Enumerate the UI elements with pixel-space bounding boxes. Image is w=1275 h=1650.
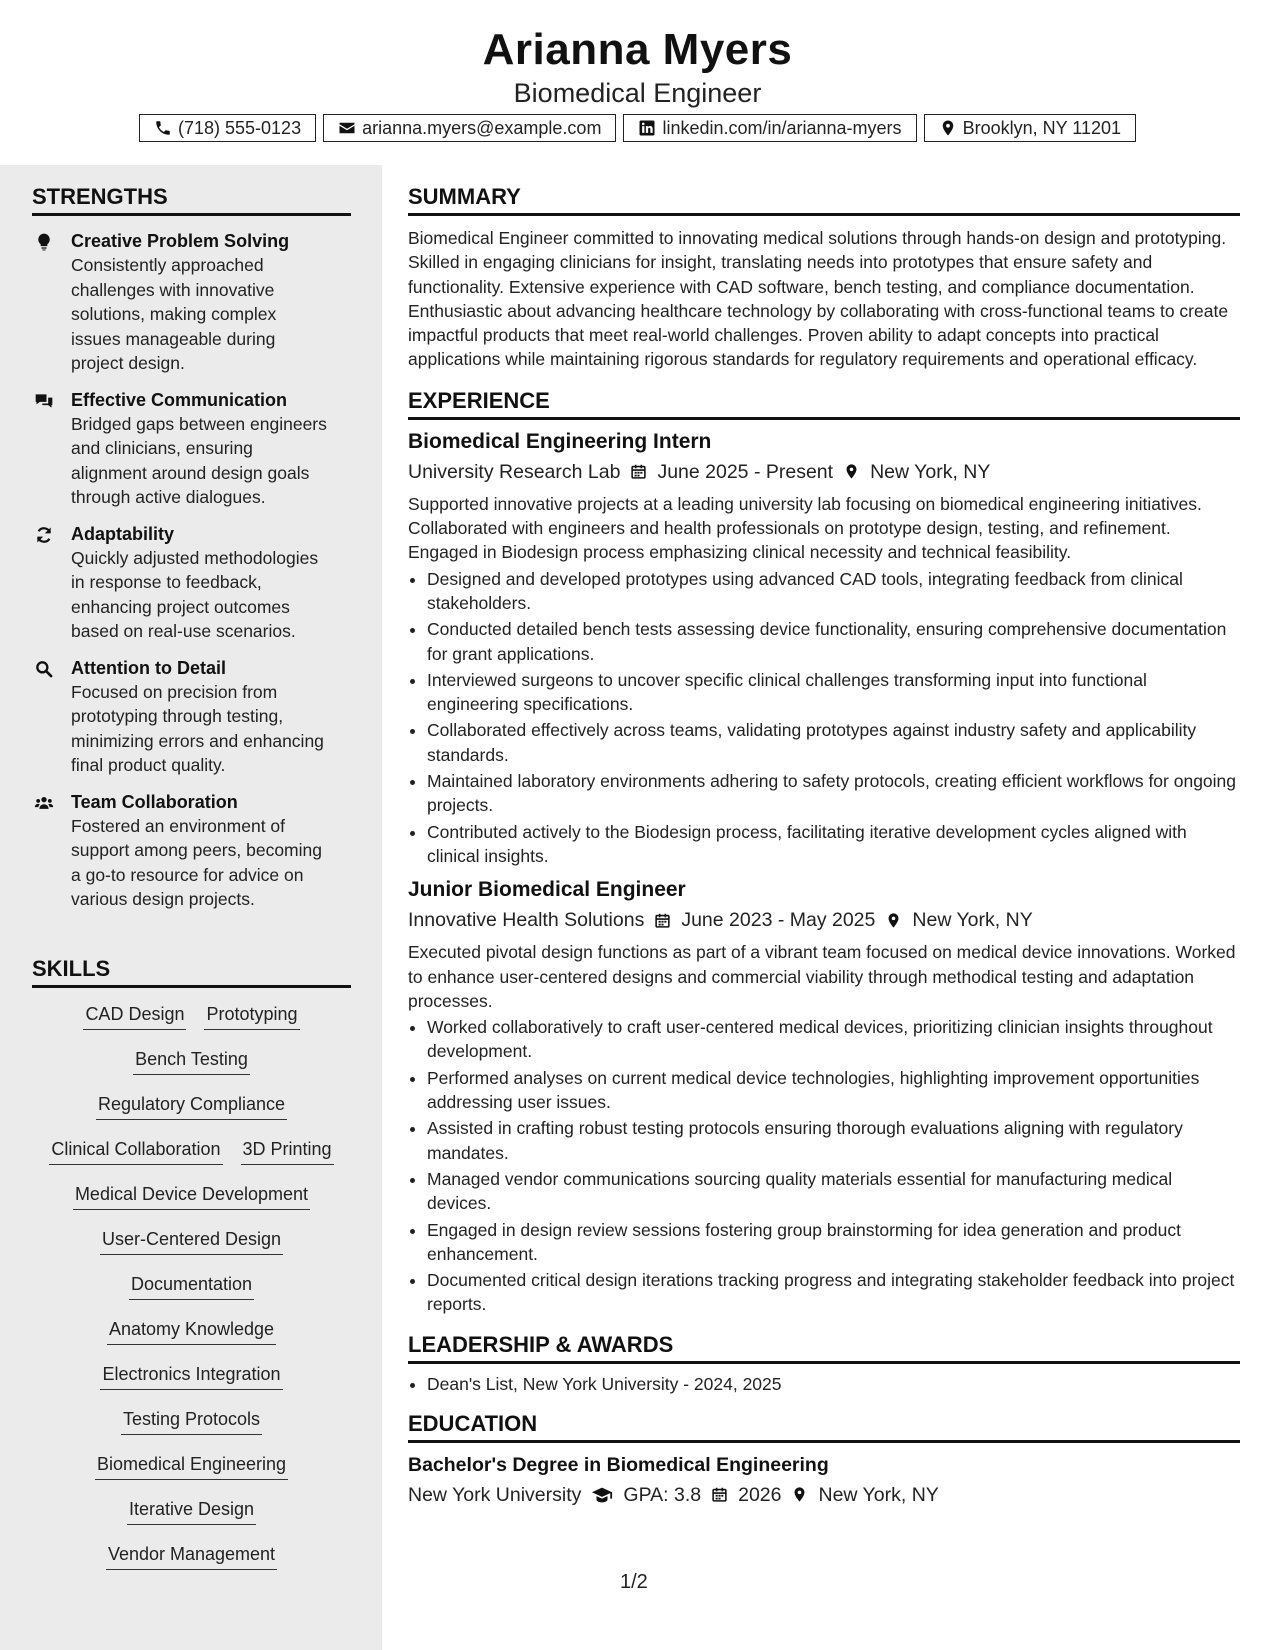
summary-section [408, 183, 1240, 372]
skill-tag: Bench Testing [133, 1047, 250, 1075]
skill-tag: Prototyping [204, 1002, 299, 1030]
list-item: • Assisted in crafting robust testing protocols ensuring thorough evaluations aligning with regulatory mandates. [427, 1116, 1240, 1165]
graduation-cap-icon [591, 1484, 613, 1506]
education-heading: EDUCATION [408, 1410, 1240, 1443]
envelope-icon [338, 119, 356, 137]
list-item: • Designed and developed prototypes using advanced CAD tools, integrating feedback from clinical stakeholders. [427, 567, 1240, 616]
strength-name: Creative Problem Solving [71, 231, 290, 251]
job-entry [408, 428, 1240, 868]
comments-icon [34, 391, 54, 411]
map-pin-icon [791, 1486, 808, 1503]
summary-heading: SUMMARY [408, 183, 1240, 216]
list-item: • Interviewed surgeons to uncover specific clinical challenges transforming input into functional engineering specifications. [427, 668, 1240, 717]
skill-tag: Clinical Collaboration [49, 1137, 222, 1165]
job-title: Biomedical Engineering Intern [408, 429, 712, 453]
resume-header [0, 0, 1275, 110]
job-dates: June 2025 - Present [657, 460, 834, 483]
skill-tag: CAD Design [83, 1002, 186, 1030]
skill-tag: User-Centered Design [100, 1227, 283, 1255]
contact-location-text: Brooklyn, NY 11201 [962, 117, 1121, 138]
job-title: Junior Biomedical Engineer [408, 878, 686, 902]
job-description: Executed pivotal design functions as part of a vibrant team focused on medical device innovations. Worked to enhance user-centered designs and commercial viability through methodical testing and adaptation processes. [408, 942, 1236, 1011]
main-column [408, 165, 1240, 1509]
strength-desc: Fostered an environment of support among peers, becoming a go-to resource for advice on various design projects. [71, 815, 322, 909]
candidate-title: Biomedical Engineer [513, 78, 762, 108]
job-meta [408, 906, 1240, 934]
skill-tag: 3D Printing [241, 1137, 334, 1165]
sidebar [0, 165, 382, 1650]
skill-tag: Regulatory Compliance [96, 1092, 287, 1120]
strength-item [32, 522, 351, 644]
graduation-year: 2026 [738, 1483, 782, 1506]
job-description: Supported innovative projects at a leading university lab focusing on biomedical engineering initiatives. Collaborated with engineers and health professionals on prototype design, testing, and refinement. Engaged in Biodesign process emphasizing clinical necessity and technical feasibility. [408, 493, 1202, 563]
list-item: • Maintained laboratory environments adhering to safety protocols, creating efficient workflows for ongoing projects. [427, 769, 1240, 818]
strength-name: Attention to Detail [71, 657, 226, 678]
map-pin-icon [885, 912, 902, 929]
strength-item [32, 656, 351, 778]
list-item: • Worked collaboratively to craft user-centered medical devices, prioritizing clinician insights throughout development. [427, 1015, 1240, 1064]
strength-desc: Consistently approached challenges with innovative solutions, making complex issues manageable during project design. [71, 255, 277, 373]
education-meta [408, 1481, 1240, 1509]
contact-linkedin-text: linkedin.com/in/arianna-myers [662, 117, 902, 138]
strengths-heading: STRENGTHS [32, 183, 351, 216]
list-item: • Dean's List, New York University - 2024, 2025 [427, 1372, 1240, 1396]
calendar-icon [654, 912, 671, 929]
skill-tag: Electronics Integration [100, 1362, 282, 1390]
phone-icon [154, 119, 172, 137]
search-icon [34, 659, 54, 679]
job-company: University Research Lab [408, 460, 621, 483]
strength-item [32, 229, 351, 376]
list-item: • Engaged in design review sessions fostering group brainstorming for idea generation and product enhancement. [427, 1218, 1240, 1267]
strengths-section [32, 183, 351, 912]
refresh-icon [34, 525, 54, 545]
summary-text: Biomedical Engineer committed to innovating medical solutions through hands-on design and prototyping. Skilled in engaging clinicians for insight, translating needs into prototypes that ensure safety and functionality. Extensive experience with CAD software, bench testing, and compliance documentation. Enthusiastic about advancing healthcare technology by collaborating with cross-functional teams to create impactful products that meet real-world challenges. Proven ability to adapt concepts into practical applications while maintaining rigorous standards for regulatory requirements and operational efficacy. [408, 228, 1229, 370]
strength-desc: Quickly adjusted methodologies in response to feedback, enhancing project outcomes based on real-use scenarios. [71, 547, 319, 641]
contact-linkedin[interactable] [623, 114, 916, 142]
map-pin-icon [939, 119, 957, 137]
skill-tag: Iterative Design [127, 1497, 256, 1525]
strength-name: Team Collaboration [71, 791, 238, 812]
contact-email[interactable] [323, 114, 616, 142]
education-section [408, 1410, 1240, 1509]
linkedin-icon [638, 119, 656, 137]
contact-bar [0, 114, 1275, 142]
list-item: • Documented critical design iterations tracking progress and integrating stakeholder feedback into project reports. [427, 1268, 1240, 1317]
strength-desc: Bridged gaps between engineers and clinicians, ensuring alignment around design goals through active dialogues. [71, 413, 327, 507]
leadership-heading: LEADERSHIP & AWARDS [408, 1331, 1240, 1364]
skill-tag: Testing Protocols [121, 1407, 262, 1435]
school-name: New York University [408, 1483, 582, 1506]
leadership-section [408, 1331, 1240, 1396]
job-meta [408, 458, 1240, 486]
skill-tag: Anatomy Knowledge [107, 1317, 276, 1345]
skill-tag: Vendor Management [106, 1542, 277, 1570]
job-dates: June 2023 - May 2025 [681, 909, 876, 932]
skill-tag: Biomedical Engineering [95, 1452, 288, 1480]
school-location: New York, NY [818, 1483, 939, 1506]
calendar-icon [630, 463, 647, 480]
candidate-name: Arianna Myers [482, 25, 793, 74]
experience-heading: EXPERIENCE [408, 387, 1240, 420]
users-icon [34, 793, 54, 813]
list-item: • Collaborated effectively across teams, validating prototypes against industry safety and applicability standards. [427, 718, 1240, 767]
page-number: 1/2 [620, 1571, 648, 1593]
list-item: • Performed analyses on current medical device technologies, highlighting improvement opportunities addressing user issues. [427, 1066, 1240, 1115]
gpa: GPA: 3.8 [623, 1483, 702, 1506]
contact-location [924, 114, 1136, 142]
list-item: • Contributed actively to the Biodesign process, facilitating iterative development cycles aligned with clinical insights. [427, 820, 1240, 869]
job-entry [408, 876, 1240, 1316]
strength-item [32, 388, 351, 510]
skills-section [32, 955, 351, 1587]
contact-email-text: arianna.myers@example.com [362, 117, 602, 138]
strength-desc: Focused on precision from prototyping through testing, minimizing errors and enhancing final product quality. [71, 681, 324, 775]
lightbulb-icon [34, 232, 54, 252]
leadership-list [408, 1372, 1240, 1396]
list-item: • Managed vendor communications sourcing quality materials essential for manufacturing medical devices. [427, 1167, 1240, 1216]
job-company: Innovative Health Solutions [408, 909, 645, 932]
contact-phone[interactable] [139, 114, 316, 142]
strength-item [32, 790, 351, 912]
list-item: • Conducted detailed bench tests assessing device functionality, ensuring comprehensive documentation for grant applications. [427, 617, 1240, 666]
strength-name: Adaptability [71, 523, 175, 544]
job-bullets [408, 567, 1240, 869]
job-location: New York, NY [912, 909, 1033, 932]
skill-tag: Medical Device Development [73, 1182, 310, 1210]
map-pin-icon [843, 463, 860, 480]
skills-list [32, 1002, 351, 1587]
contact-phone-text: (718) 555-0123 [177, 117, 302, 138]
job-location: New York, NY [870, 460, 991, 483]
degree-title: Bachelor's Degree in Biomedical Engineering [408, 1453, 829, 1476]
job-bullets [408, 1015, 1240, 1317]
experience-section [408, 387, 1240, 1317]
skill-tag: Documentation [129, 1272, 254, 1300]
calendar-icon [711, 1486, 728, 1503]
strength-name: Effective Communication [71, 389, 288, 410]
skills-heading: SKILLS [32, 955, 351, 988]
